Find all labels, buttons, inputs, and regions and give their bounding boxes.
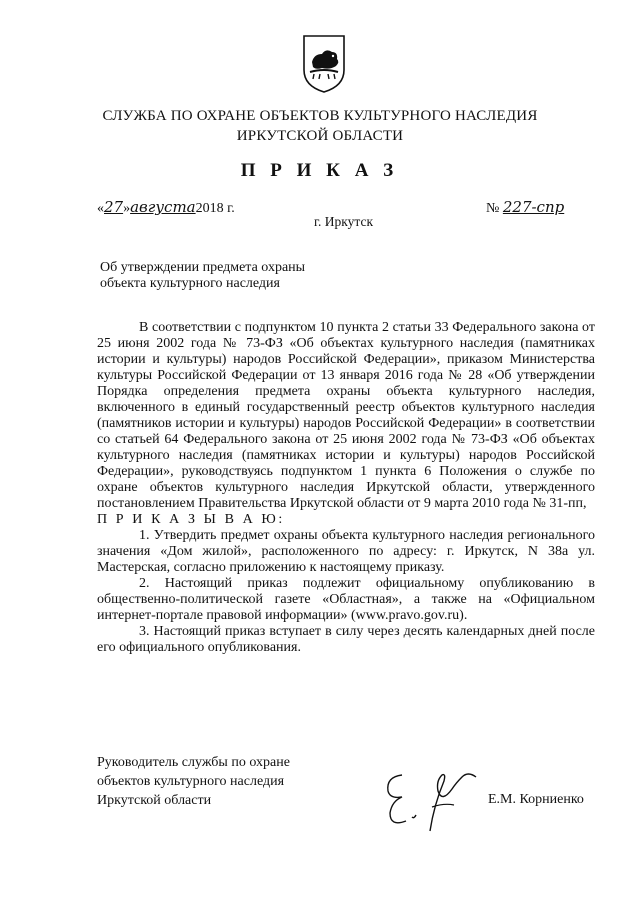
order-item-1: 1. Утвердить предмет охраны объекта культурного наследия регионального значения «Дом жилой», расположенного по адресу: г. Иркутск, N 38а ул. Мастерская, согласно приложению к настоящему приказу. <box>97 528 595 575</box>
city-name: г. Иркутск <box>314 214 373 229</box>
subject-line-2: объекта культурного наследия <box>100 276 280 291</box>
date-open-quote: « <box>97 201 104 216</box>
order-subject <box>100 260 305 292</box>
order-body <box>97 320 595 656</box>
order-date <box>97 198 235 217</box>
subject-line-1: Об утверждении предмета охраны <box>100 260 306 275</box>
position-line-3: Иркутской области <box>97 793 212 808</box>
date-close-quote: » <box>123 201 131 216</box>
order-directive-word: П Р И К А З Ы В А Ю: <box>97 512 285 527</box>
number-value: 227-спр <box>502 198 565 216</box>
signer-name: Е.М. Корниенко <box>488 792 584 807</box>
signer-position <box>97 753 290 810</box>
order-item-3: 3. Настоящий приказ вступает в силу через десять календарных дней после его официального опубликования. <box>97 624 595 655</box>
coat-of-arms-emblem <box>300 32 348 94</box>
date-day: 27 <box>104 198 124 216</box>
document-type-heading: П Р И К А З <box>240 160 399 181</box>
order-item-2: 2. Настоящий приказ подлежит официальному опубликованию в общественно-политической газете «Областная», а также на «Официальном интернет-портале правовой информации» (www.pravo.gov.ru). <box>97 576 595 623</box>
date-month: августа <box>130 198 196 216</box>
preamble-paragraph: В соответствии с подпунктом 10 пункта 2 статьи 33 Федерального закона от 25 июня 2002 года № 73-ФЗ «Об объектах культурного наследия (памятниках истории и культуры) народов Российской Федерации», приказом Министерства культуры Российской Федерации от 13 января 2016 года № 28 «Об утверждении Порядка определения предмета охраны объекта культурного наследия, включенного в единый государственный реестр объектов культурного наследия (памятников истории и культуры) народов Российской Федерации» в соответствии со статьей 64 Федерального закона от 25 июня 2002 года № 73-ФЗ «Об объектах культурного наследия (памятниках истории и культуры) народов Российской Федерации», руководствуясь подпунктом 1 пункта 6 Положения о службе по охране объектов культурного наследия Иркутской области, утвержденного постановлением Правительства Иркутской области от 9 марта 2010 года № 31-пп, <box>97 320 595 511</box>
handwritten-signature <box>372 755 492 840</box>
order-number <box>486 198 564 217</box>
number-prefix: № <box>486 201 500 216</box>
organization-title: СЛУЖБА ПО ОХРАНЕ ОБЪЕКТОВ КУЛЬТУРНОГО НАСЛЕДИЯ ИРКУТСКОЙ ОБЛАСТИ <box>102 108 538 144</box>
position-line-2: объектов культурного наследия <box>97 774 285 789</box>
position-line-1: Руководитель службы по охране <box>97 755 290 770</box>
date-year: 2018 г. <box>195 201 235 216</box>
